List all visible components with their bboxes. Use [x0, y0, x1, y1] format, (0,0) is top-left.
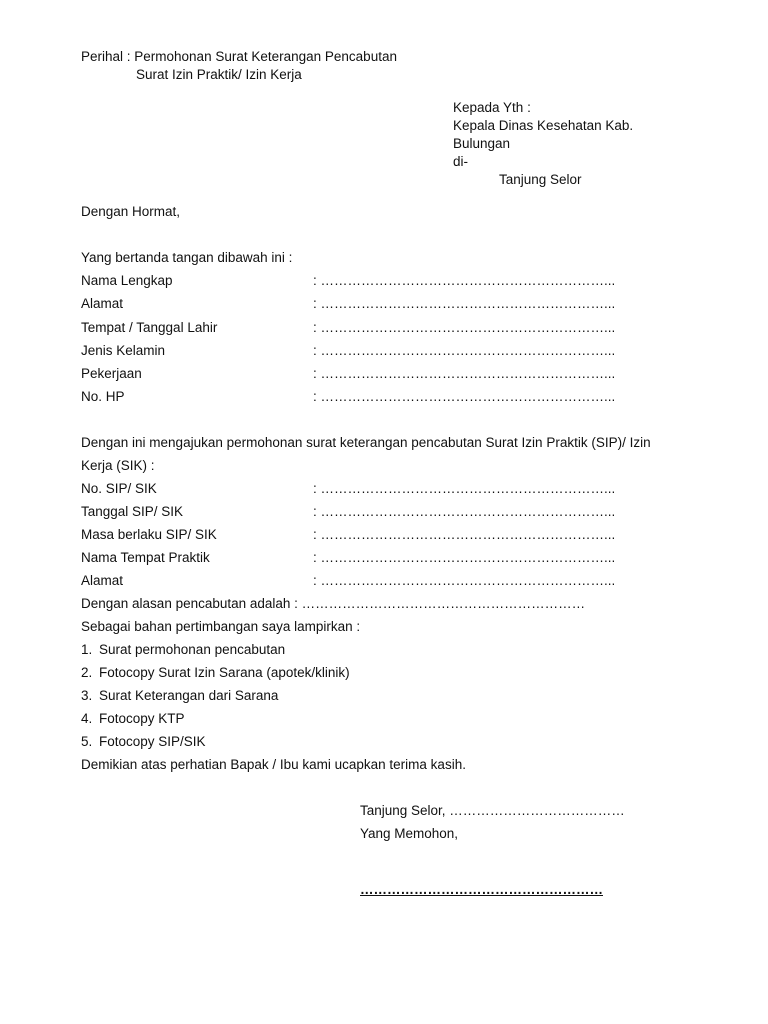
request-line-1: Dengan ini mengajukan permohonan surat keterangan pencabutan Surat Izin Praktik (SIP)/ Izin	[81, 435, 651, 450]
applicant-field-value: : ………………………………………………………...	[313, 320, 616, 335]
attachment-item: Fotocopy Surat Izin Sarana (apotek/klinik)	[99, 665, 350, 680]
attachment-number: 1.	[81, 642, 93, 657]
attachment-number: 5.	[81, 734, 93, 749]
applicant-field-label: Jenis Kelamin	[81, 343, 166, 358]
permit-field-label: Tanggal SIP/ SIK	[81, 504, 184, 519]
subject-line-1: Perihal : Permohonan Surat Keterangan Pencabutan	[81, 49, 397, 64]
applicant-field-value: : ………………………………………………………...	[313, 296, 616, 311]
applicant-field-label: Tempat / Tanggal Lahir	[81, 320, 218, 335]
permit-field-label: Nama Tempat Praktik	[81, 550, 210, 565]
attachment-number: 3.	[81, 688, 93, 703]
permit-field-label: Masa berlaku SIP/ SIK	[81, 527, 217, 542]
permit-field-value: : ………………………………………………………...	[313, 550, 616, 565]
permit-field-value: : ………………………………………………………...	[313, 573, 616, 588]
reason-line: Dengan alasan pencabutan adalah : ………………………………………………………	[81, 596, 586, 611]
closing-text: Demikian atas perhatian Bapak / Ibu kami ucapkan terima kasih.	[81, 757, 466, 772]
attachment-item: Fotocopy KTP	[99, 711, 185, 726]
applicant-field-label: Alamat	[81, 296, 124, 311]
permit-field-label: No. SIP/ SIK	[81, 481, 157, 496]
permit-field-value: : ………………………………………………………...	[313, 527, 616, 542]
signature-line: ………………………………………………	[360, 882, 603, 897]
recipient-line-5: Tanjung Selor	[499, 172, 582, 187]
attachment-number: 2.	[81, 665, 93, 680]
attachments-intro: Sebagai bahan pertimbangan saya lampirkan :	[81, 619, 361, 634]
attachment-item: Surat Keterangan dari Sarana	[99, 688, 279, 703]
subject-line-2: Surat Izin Praktik/ Izin Kerja	[136, 67, 302, 82]
permit-field-label: Alamat	[81, 573, 124, 588]
applicant-field-label: Pekerjaan	[81, 366, 142, 381]
request-line-2: Kerja (SIK) :	[81, 458, 155, 473]
recipient-line-1: Kepada Yth :	[453, 100, 531, 115]
applicant-field-value: : ………………………………………………………...	[313, 389, 616, 404]
recipient-line-3: Bulungan	[453, 136, 511, 151]
place-date-line: Tanjung Selor, …………………………………	[360, 803, 625, 818]
applicant-field-value: : ………………………………………………………...	[313, 273, 616, 288]
intro-text: Yang bertanda tangan dibawah ini :	[81, 250, 293, 265]
recipient-line-2: Kepala Dinas Kesehatan Kab.	[453, 118, 634, 133]
applicant-field-value: : ………………………………………………………...	[313, 366, 616, 381]
applicant-field-value: : ………………………………………………………...	[313, 343, 616, 358]
attachment-number: 4.	[81, 711, 93, 726]
permit-field-value: : ………………………………………………………...	[313, 481, 616, 496]
attachment-item: Surat permohonan pencabutan	[99, 642, 286, 657]
applicant-field-label: No. HP	[81, 389, 125, 404]
greeting: Dengan Hormat,	[81, 204, 181, 219]
signature-label: Yang Memohon,	[360, 826, 459, 841]
attachment-item: Fotocopy SIP/SIK	[99, 734, 206, 749]
permit-field-value: : ………………………………………………………...	[313, 504, 616, 519]
recipient-line-4: di-	[453, 154, 469, 169]
applicant-field-label: Nama Lengkap	[81, 273, 173, 288]
